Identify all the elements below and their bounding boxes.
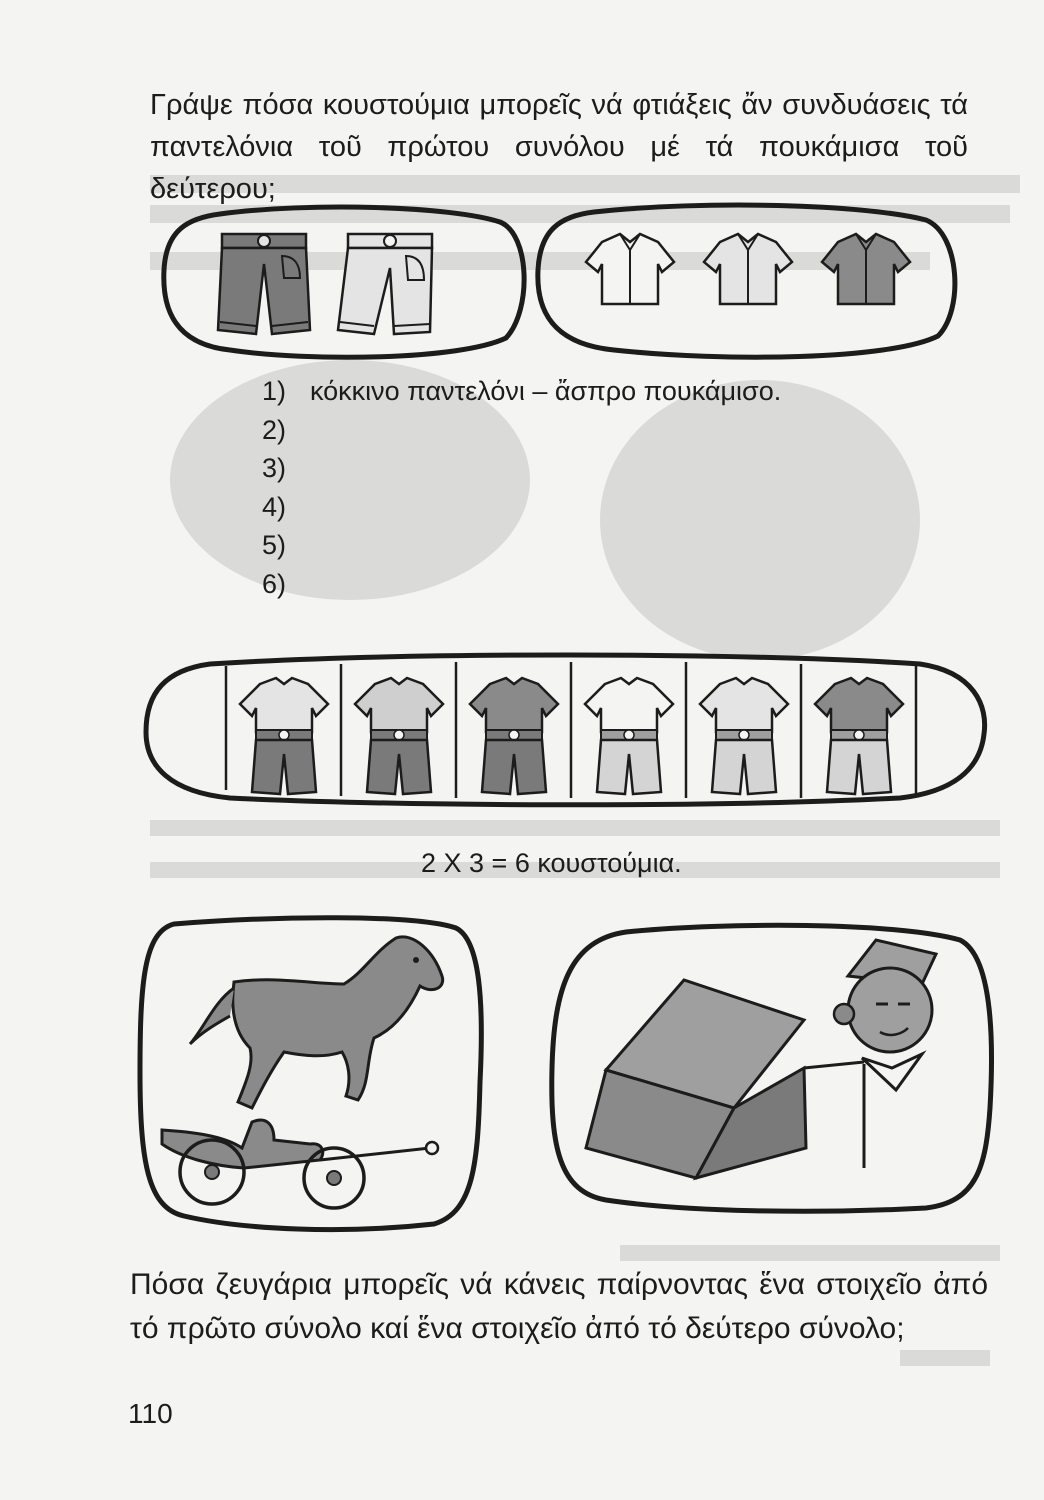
shirts-set-oval (534, 200, 964, 362)
horse-icon (190, 937, 443, 1108)
horse-cart-set-oval (134, 912, 486, 1234)
answer-line: 2) (262, 414, 287, 445)
answer-text: κόκκινο παντελόνι – ἄσπρο πουκάμισο. (310, 376, 782, 406)
combination-equation: 2 X 3 = 6 κουστούμια. (421, 848, 682, 878)
outfit-icon (355, 678, 443, 794)
outfits-set-oval (140, 650, 990, 808)
answer-line: 5) (262, 530, 287, 560)
trousers-icon (218, 234, 310, 334)
outfit-icon (700, 678, 788, 794)
cart-icon (162, 1120, 438, 1208)
tent-scout-set-oval (546, 918, 998, 1214)
answer-line: 6) (262, 568, 287, 599)
answer-list (262, 372, 781, 603)
answer-line: 1) κόκκινο παντελόνι – ἄσπρο πουκάμισο. (262, 376, 782, 406)
scout-boy-icon (834, 940, 936, 1168)
tent-icon (586, 980, 864, 1178)
question-clothes-combinations: Γράψε πόσα κουστούμια μπορεῖς νά φτιάξεις ἄν συνδυάσεις τά παντελόνια τοῦ πρώτου συνόλου μέ τά πουκάμισα τοῦ δεύτερου; (150, 89, 968, 205)
trousers-set-oval (160, 200, 532, 362)
shirt-icon (822, 234, 910, 304)
outfit-icon (585, 678, 673, 794)
outfit-icon (815, 678, 903, 794)
shirt-icon (704, 234, 792, 304)
outfit-icon (240, 678, 328, 794)
outfit-icon (470, 678, 558, 794)
answer-line: 4) (262, 491, 287, 522)
answer-line: 3) (262, 453, 287, 483)
page-number: 110 (128, 1398, 173, 1429)
trousers-icon (338, 234, 432, 334)
question-pairs: Πόσα ζευγάρια μπορεῖς νά κάνεις παίρνοντας ἕνα στοιχεῖο ἀπό τό πρῶτο σύνολο καί ἕνα στοιχεῖο ἀπό τό δεύτερο σύνολο; (130, 1268, 988, 1345)
shirt-icon (586, 234, 674, 304)
